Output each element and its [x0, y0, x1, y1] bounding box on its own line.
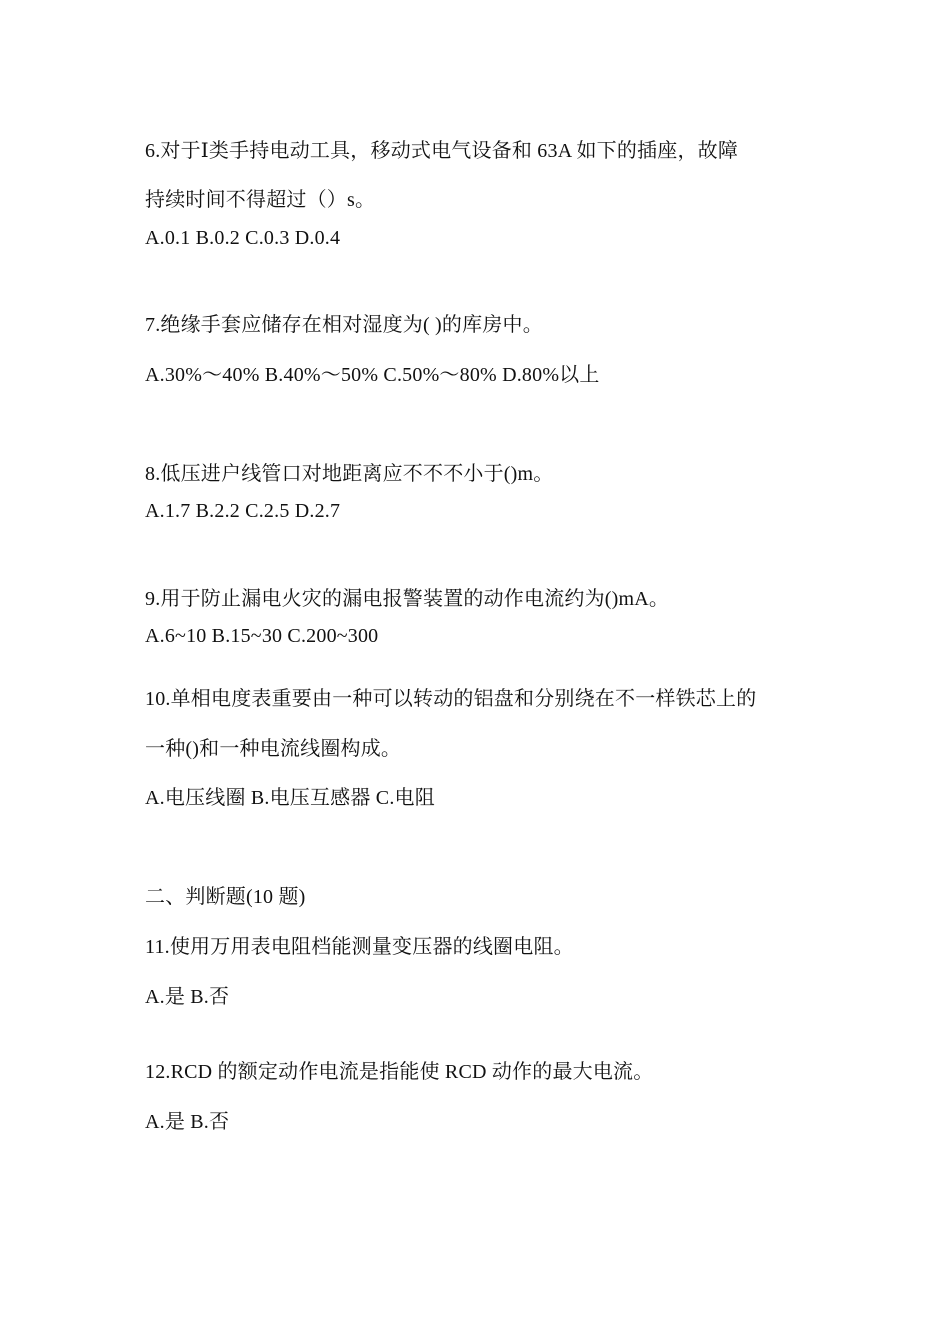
question-11-options: A.是 B.否 [145, 986, 230, 1008]
question-10-stem-line-1: 10.单相电度表重要由一种可以转动的铝盘和分别绕在不一样铁芯上的 [145, 688, 757, 710]
question-7-stem: 7.绝缘手套应储存在相对湿度为( )的库房中。 [145, 314, 543, 336]
section-title: 二、判断题(10 题) [145, 886, 306, 908]
question-8-stem: 8.低压进户线管口对地距离应不不不小于()m。 [145, 463, 554, 485]
question-6-stem-line-1: 6.对于Ⅰ类手持电动工具，移动式电气设备和 63A 如下的插座，故障 [145, 140, 739, 162]
question-12-options: A.是 B.否 [145, 1111, 230, 1133]
question-10-options: A.电压线圈 B.电压互感器 C.电阻 [145, 787, 435, 809]
question-10-stem-line-2: 一种()和一种电流线圈构成。 [145, 738, 402, 760]
question-11-stem: 11.使用万用表电阻档能测量变压器的线圈电阻。 [145, 936, 574, 958]
question-8-options: A.1.7 B.2.2 C.2.5 D.2.7 [145, 500, 341, 522]
question-9-stem: 9.用于防止漏电火灾的漏电报警装置的动作电流约为()mA。 [145, 588, 670, 610]
question-6-options: A.0.1 B.0.2 C.0.3 D.0.4 [145, 227, 341, 249]
question-9-options: A.6~10 B.15~30 C.200~300 [145, 625, 379, 647]
question-6-stem-line-2: 持续时间不得超过（）s。 [145, 189, 376, 211]
question-7-options: A.30%～40% B.40%～50% C.50%～80% D.80%以上 [145, 364, 600, 386]
question-12-stem: 12.RCD 的额定动作电流是指能使 RCD 动作的最大电流。 [145, 1061, 654, 1083]
